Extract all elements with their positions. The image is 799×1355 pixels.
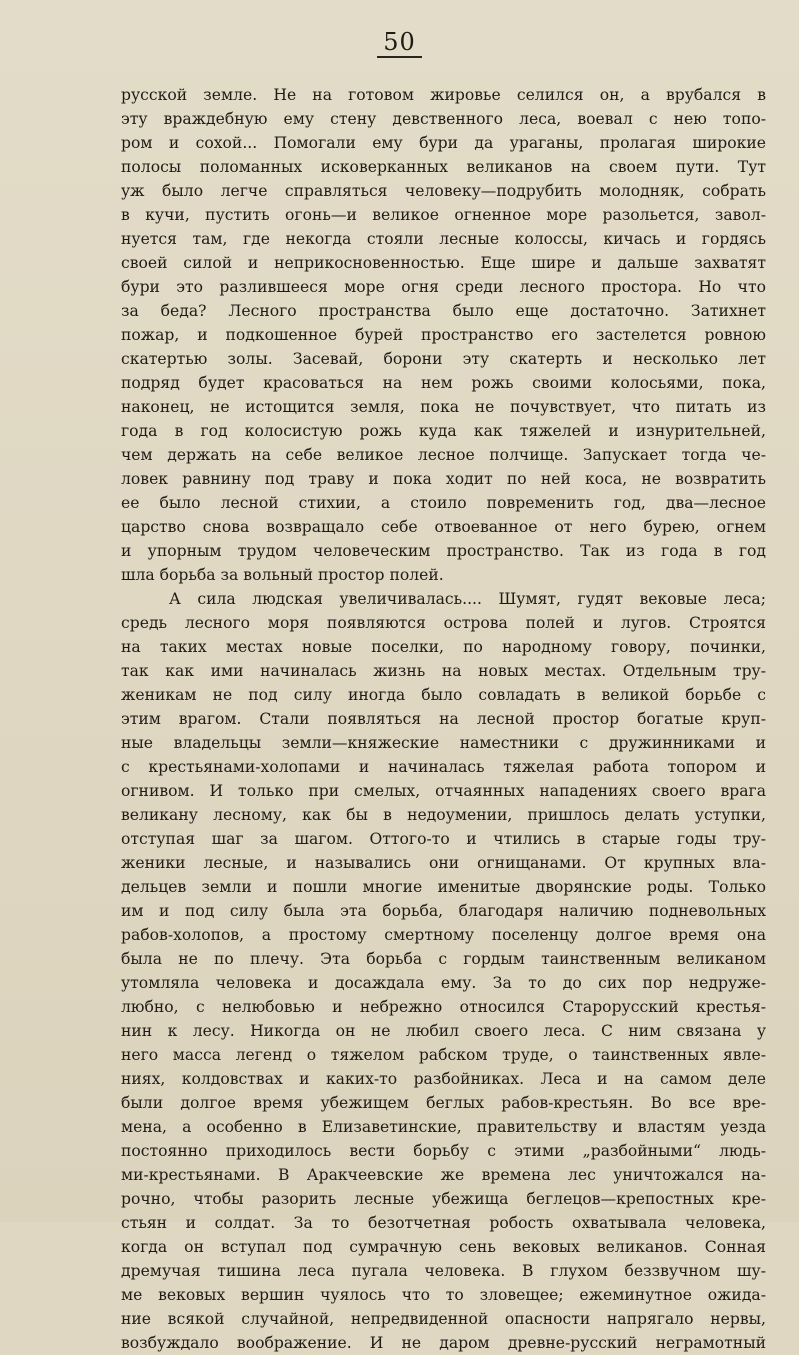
text-line: с крестьянами-холопами и начиналась тяжелая работа топором и [121,758,766,776]
text-line: шла борьба за вольный простор полей. [121,566,444,584]
text-line: уж было легче справляться человеку—подрубить молодняк, собрать [121,182,766,200]
text-line: ме вековых вершин чуялось что то зловещее; ежеминутное ожида- [121,1286,766,1304]
text-line: женикам не под силу иногда было совладать в великой борьбе с [121,686,766,704]
text-line: А сила людская увеличивалась.... Шумят, гудят вековые леса; [169,590,766,608]
text-line: великану лесному, как бы в недоумении, пришлось делать уступки, [121,806,766,824]
text-line: дремучая тишина леса пугала человека. В глухом беззвучном шу- [121,1262,766,1280]
text-line: наконец, не истощится земля, пока не почувствует, что питать из [121,398,766,416]
text-line: мена, а особенно в Елизаветинские, правительству и властям уезда [121,1118,766,1136]
text-line: стьян и солдат. За то безотчетная робость охватывала человека, [121,1214,766,1232]
text-line: дельцев земли и пошли многие именитые дворянские роды. Только [121,878,766,896]
text-line: отступая шаг за шагом. Оттого-то и чтились в старые годы тру- [121,830,766,848]
text-line: него масса легенд о тяжелом рабском труде, о таинственных явле- [121,1046,766,1064]
text-line: царство снова возвращало себе отвоеванное от него бурею, огнем [121,518,766,536]
text-line: им и под силу была эта борьба, благодаря наличию подневольных [121,902,766,920]
text-line: своей силой и неприкосновенностью. Еще шире и дальше захватят [121,254,766,272]
text-line: ром и сохой... Помогали ему бури да ураганы, пролагая широкие [121,134,766,152]
text-line: русской земле. Не на готовом жировье селился он, а врубался в [121,86,766,104]
text-line: этим врагом. Стали появляться на лесной простор богатые круп- [121,710,766,728]
text-line: и упорным трудом человеческим пространство. Так из года в год [121,542,766,560]
text-line: эту враждебную ему стену девственного леса, воевал с нею топо- [121,110,766,128]
text-line: ми-крестьянами. В Аракчеевские же времена лес уничтожался на- [121,1166,766,1184]
page-number-text: 50 [377,28,422,58]
body-text [121,83,766,1355]
text-line: полосы поломанных исковерканных великанов на своем пути. Тут [121,158,766,176]
text-line: ниях, колдовствах и каких-то разбойниках. Леса и на самом деле [121,1070,766,1088]
text-line: женики лесные, и назывались они огнищанами. От крупных вла- [121,854,766,872]
text-line: скатертью золы. Засевай, борони эту скатерть и несколько лет [121,350,766,368]
text-line: года в год колосистую рожь куда как тяжелей и изнурительней, [121,422,766,440]
text-line: за беда? Лесного пространства было еще достаточно. Затихнет [121,302,766,320]
text-line: пожар, и подкошенное бурей пространство его застелется ровною [121,326,766,344]
text-line: любно, с нелюбовью и небрежно относился Старорусский крестья- [121,998,766,1016]
text-line: были долгое время убежищем беглых рабов-крестьян. Во все вре- [121,1094,766,1112]
text-line: ловек равнину под траву и пока ходит по ней коса, не возвратить [121,470,766,488]
text-line: на таких местах новые поселки, по народному говору, починки, [121,638,766,656]
text-line: нуется там, где некогда стояли лесные колоссы, кичась и гордясь [121,230,766,248]
page-number [0,28,799,56]
text-line: возбуждало воображение. И не даром древне-русский неграмотный [121,1334,766,1352]
text-line: подряд будет красоваться на нем рожь своими колосьями, пока, [121,374,766,392]
text-line: огнивом. И только при смелых, отчаянных нападениях своего врага [121,782,766,800]
text-line: ные владельцы земли—княжеские наместники с дружинниками и [121,734,766,752]
text-line: чем держать на себе великое лесное полчище. Запускает тогда че- [121,446,766,464]
text-line: ние всякой случайной, непредвиденной опасности напрягало нервы, [121,1310,766,1328]
text-line: была не по плечу. Эта борьба с гордым таинственным великаном [121,950,766,968]
text-line: так как ими начиналась жизнь на новых местах. Отдельным тру- [121,662,766,680]
text-line: ее было лесной стихии, а стоило повременить год, два—лесное [121,494,766,512]
text-line: в кучи, пустить огонь—и великое огненное море разольется, завол- [121,206,766,224]
text-line: средь лесного моря появляются острова полей и лугов. Строятся [121,614,766,632]
text-line: постоянно приходилось вести борьбу с этими „разбойными“ людь- [121,1142,766,1160]
text-line: рочно, чтобы разорить лесные убежища беглецов—крепостных кре- [121,1190,766,1208]
text-line: бури это разлившееся море огня среди лесного простора. Но что [121,278,766,296]
text-line: рабов-холопов, а простому смертному поселенцу долгое время она [121,926,766,944]
text-line: когда он вступал под сумрачную сень вековых великанов. Сонная [121,1238,766,1256]
text-line: нин к лесу. Никогда он не любил своего леса. С ним связана у [121,1022,766,1040]
text-line: утомляла человека и досаждала ему. За то до сих пор недруже- [121,974,766,992]
